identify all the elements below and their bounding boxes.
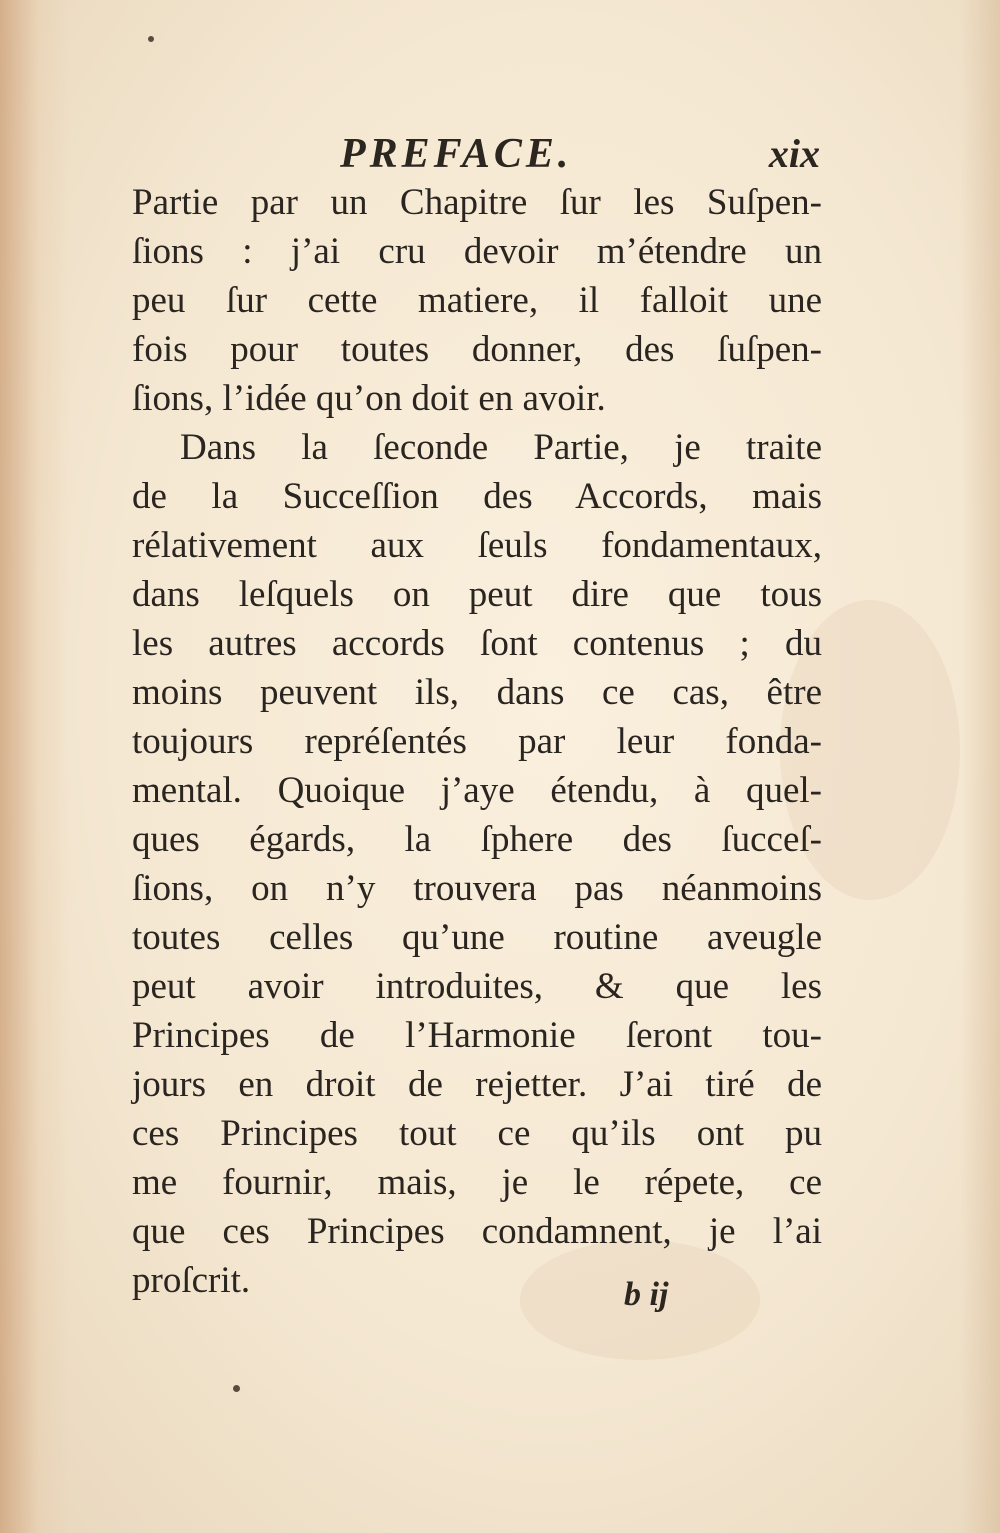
text-line: jours en droit de rejetter. J’ai tiré de xyxy=(132,1064,822,1105)
text-line: proſcrit. xyxy=(132,1260,251,1301)
text-line: moins peuvent ils, dans ce cas, être xyxy=(132,672,822,713)
text-line: que ces Principes condamnent, je l’ai xyxy=(132,1211,822,1252)
text-line: me fournir, mais, je le répete, ce xyxy=(132,1162,822,1203)
body-text xyxy=(132,178,822,1305)
ink-speck xyxy=(233,1385,240,1392)
text-line: Partie par un Chapitre ſur les Suſpen- xyxy=(132,182,822,223)
text-line: Principes de l’Harmonie ſeront tou- xyxy=(132,1015,822,1056)
text-line: de la Succeſſion des Accords, mais xyxy=(132,476,822,517)
text-line: ſions, on n’y trouvera pas néanmoins xyxy=(132,868,822,909)
text-line: ſions : j’ai cru devoir m’étendre un xyxy=(132,231,822,272)
running-title: PREFACE. xyxy=(340,131,573,177)
text-line: dans leſquels on peut dire que tous xyxy=(132,574,822,615)
page-gutter-shadow xyxy=(0,0,70,1533)
text-line: ques égards, la ſphere des ſucceſ- xyxy=(132,819,822,860)
page-number: xix xyxy=(768,131,820,176)
ink-speck xyxy=(148,36,154,42)
text-line: peu ſur cette matiere, il falloit une xyxy=(132,280,822,321)
text-line: peut avoir introduites, & que les xyxy=(132,966,822,1007)
text-line: ces Principes tout ce qu’ils ont pu xyxy=(132,1113,822,1154)
paragraph-first-line: Dans la ſeconde Partie, je traite xyxy=(180,427,822,468)
text-line: toujours repréſentés par leur fonda- xyxy=(132,721,822,762)
signature-mark: b ij xyxy=(624,1276,669,1313)
text-line: ſions, l’idée qu’on doit en avoir. xyxy=(132,378,606,419)
text-line: les autres accords ſont contenus ; du xyxy=(132,623,822,664)
text-line: rélativement aux ſeuls fondamentaux, xyxy=(132,525,822,566)
text-line: fois pour toutes donner, des ſuſpen- xyxy=(132,329,822,370)
text-line: mental. Quoique j’aye étendu, à quel- xyxy=(132,770,822,811)
page-edge-shadow xyxy=(960,0,1000,1533)
page-header xyxy=(135,122,820,182)
text-line: toutes celles qu’une routine aveugle xyxy=(132,917,822,958)
